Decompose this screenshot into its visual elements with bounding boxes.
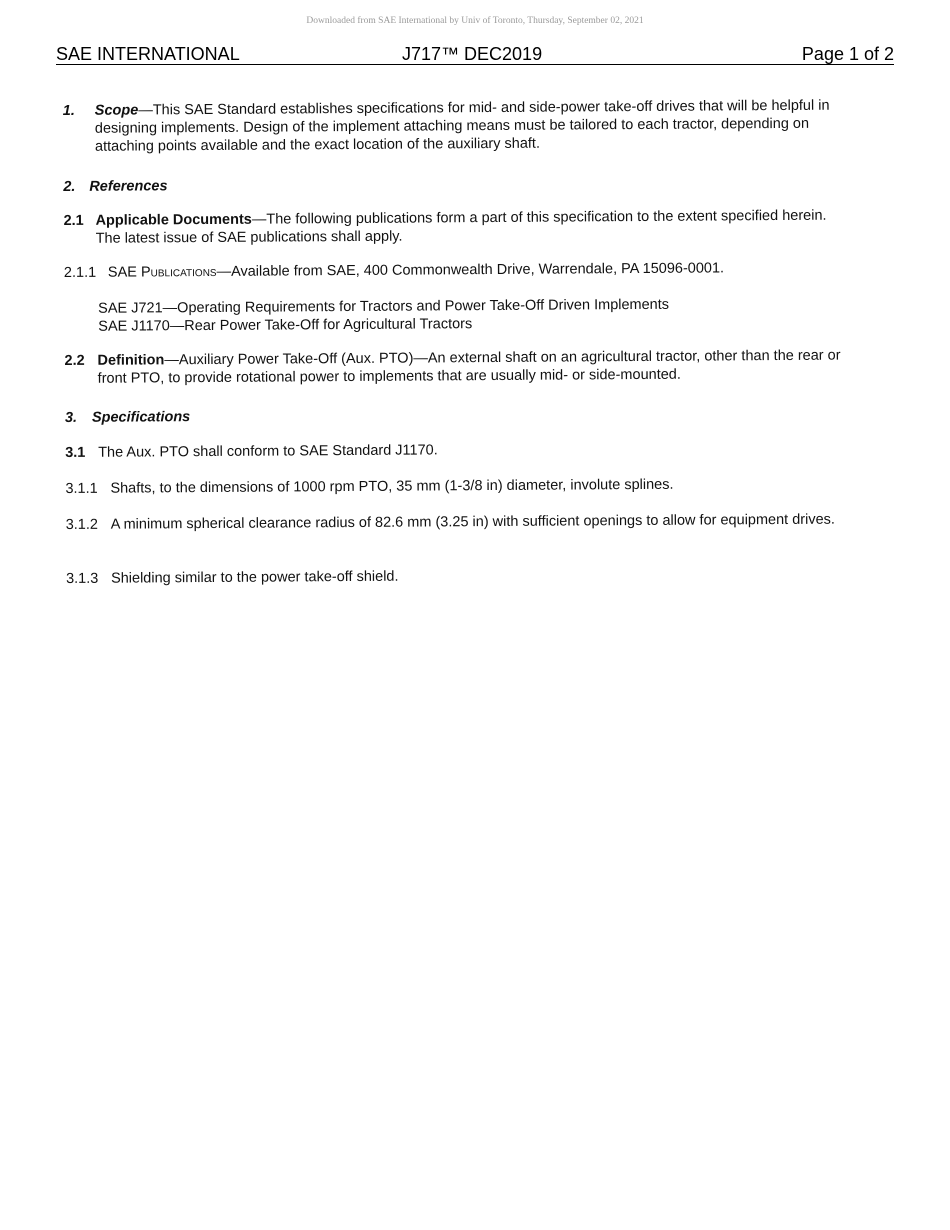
section-text: Auxiliary Power Take-Off (Aux. PTO)—An external shaft on an agricultural tractor, other than the rear or front PTO, to provide rotational power to implements that are usually mid- or side-mounted. <box>97 347 841 387</box>
section-number: 3.1 <box>65 444 86 461</box>
section-number: 2.1.1 <box>63 264 97 281</box>
section-text: Shafts, to the dimensions of 1000 rpm PTO, 35 mm (1-3/8 in) diameter, involute splines. <box>110 476 674 497</box>
section-number: 1. <box>62 102 75 119</box>
section-2-references <box>63 173 848 196</box>
section-title: SAE Publications <box>107 263 217 281</box>
title-dash: — <box>251 211 267 228</box>
section-number: 2. <box>63 178 76 195</box>
section-text: The Aux. PTO shall conform to SAE Standard J1170. <box>98 442 438 461</box>
section-number: 3.1.2 <box>65 516 98 533</box>
title-dash: — <box>164 352 179 369</box>
section-number: 3. <box>64 409 78 426</box>
section-3-1 <box>65 439 850 462</box>
section-1-scope <box>63 97 848 156</box>
section-text: This SAE Standard establishes specifications for mid- and side-power take-off drives that will be helpful in designing implements. Design of the implement attaching means must be tailored to each tractor, depending on attaching points available and the exact location of the auxiliary shaft. <box>94 97 830 155</box>
section-number: 2.1 <box>63 212 84 229</box>
section-3-1-3 <box>66 565 851 588</box>
list-item: SAE J721—Operating Requirements for Tractors and Power Take-Off Driven Implements <box>98 296 670 317</box>
section-3-specifications <box>65 404 850 427</box>
page-header <box>56 44 894 65</box>
section-text: A minimum spherical clearance radius of 82.6 mm (3.25 in) with sufficient openings to allow for equipment drives. <box>110 511 835 533</box>
title-dash: — <box>216 263 232 280</box>
section-number: 3.1.1 <box>65 480 98 497</box>
header-org: SAE INTERNATIONAL <box>56 44 240 64</box>
title-dash: — <box>138 102 153 119</box>
header-doc-id: J717™ DEC2019 <box>402 44 543 64</box>
section-title: References <box>89 178 168 195</box>
section-text: Shielding similar to the power take-off shield. <box>110 568 399 587</box>
section-text: The following publications form a part of this specification to the extent specified herein. The latest issue of SAE publications shall apply. <box>95 207 827 247</box>
section-text: Available from SAE, 400 Commonwealth Drive, Warrendale, PA 15096-0001. <box>231 260 725 280</box>
section-paragraph <box>97 347 849 388</box>
section-title: Definition <box>97 352 165 369</box>
section-title: Applicable Documents <box>95 211 252 229</box>
section-2-1-applicable-documents <box>63 207 848 248</box>
section-paragraph <box>71 97 848 156</box>
section-number: 3.1.3 <box>65 570 99 587</box>
section-2-1-1-sae-publications <box>64 259 849 282</box>
reference-list <box>64 295 849 336</box>
section-3-1-2 <box>66 511 851 534</box>
section-title: Specifications <box>91 409 191 426</box>
section-2-2-definition <box>64 347 849 388</box>
section-title: Scope <box>94 102 139 119</box>
header-page-number: Page 1 of 2 <box>801 44 894 64</box>
section-paragraph <box>108 259 849 282</box>
list-item: SAE J1170—Rear Power Take-Off for Agricultural Tractors <box>98 316 473 335</box>
download-watermark: Downloaded from SAE International by Univ of Toronto, Thursday, September 02, 2021 <box>306 16 644 26</box>
section-number: 2.2 <box>64 352 85 369</box>
section-paragraph <box>95 207 848 248</box>
section-3-1-1 <box>65 475 850 498</box>
